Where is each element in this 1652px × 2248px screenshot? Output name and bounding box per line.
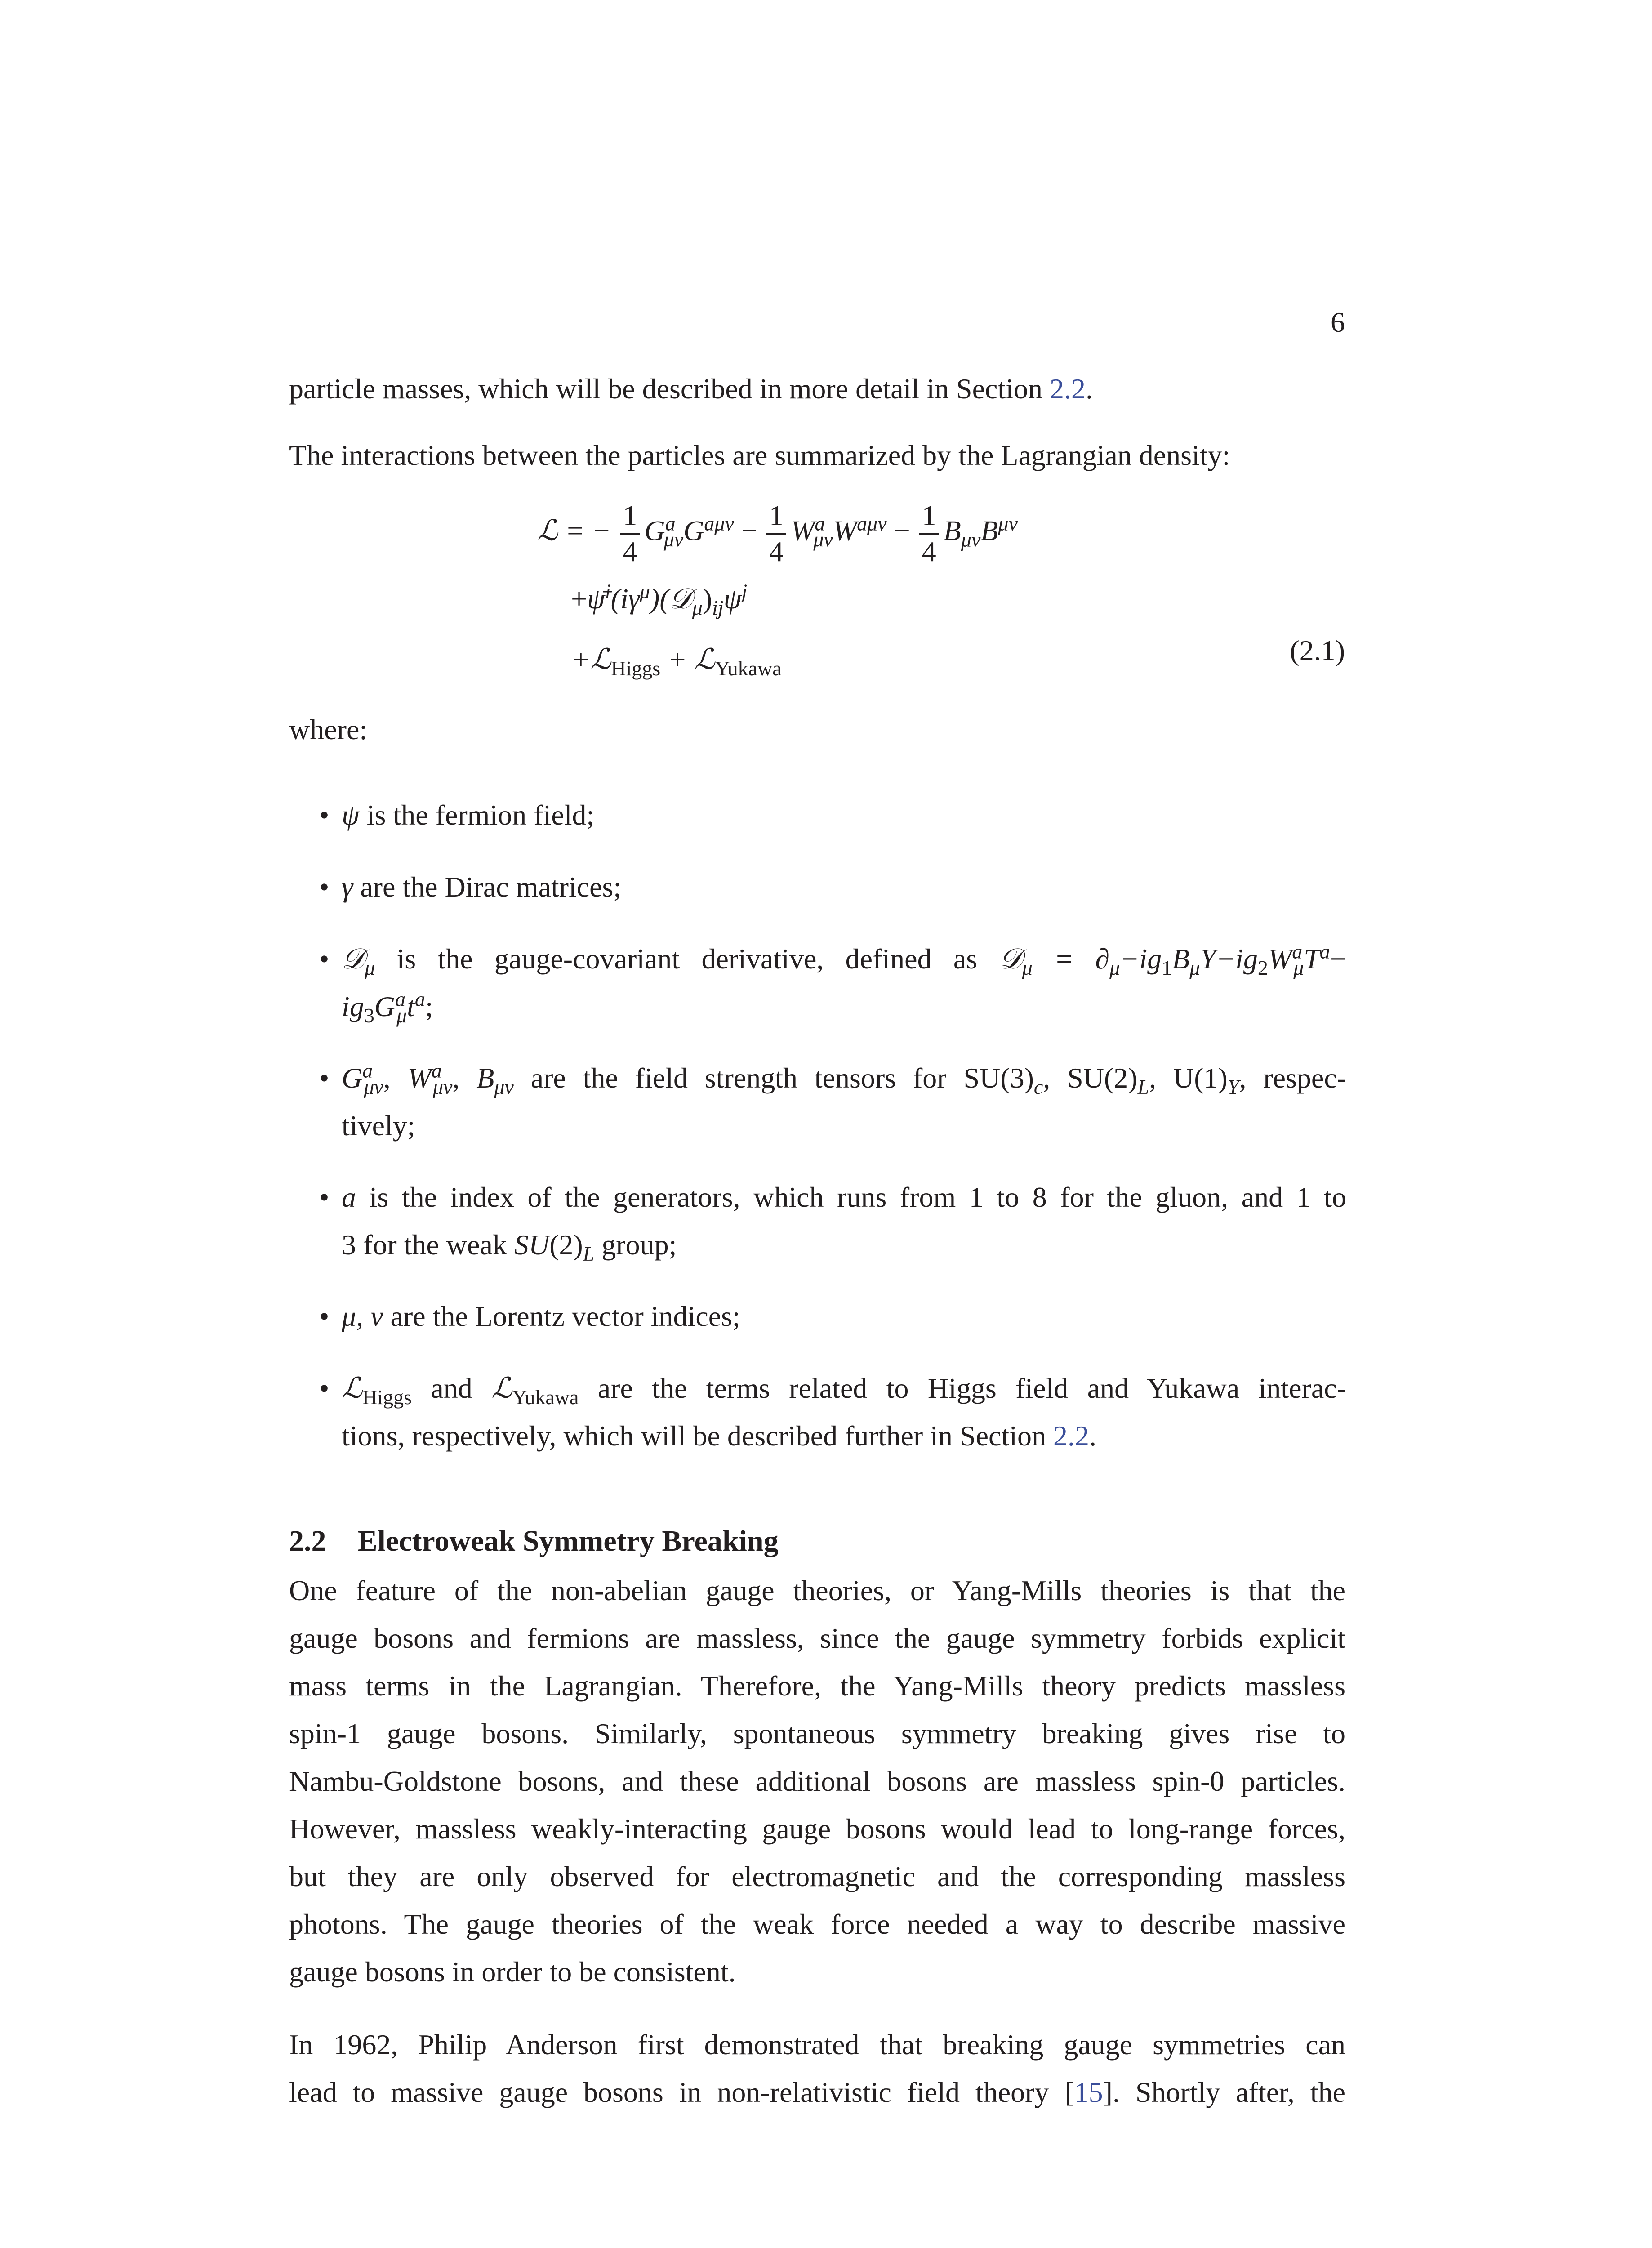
paragraph-continuation: particle masses, which will be described in more detail in Section 2.2.	[289, 373, 1093, 405]
equation-line-3: +ℒ$_{Higgs}$ + ℒ$_{Yukawa}$	[571, 643, 782, 680]
paragraph-intro: The interactions between the particles are summarized by the Lagrangian density:	[289, 439, 1230, 471]
bullet-icon: •	[319, 1372, 330, 1404]
where-label: where:	[289, 714, 368, 745]
section-link[interactable]: 2.2	[1053, 1420, 1089, 1452]
equation-line-1: ℒ = − $\frac{1}{4}$ $G^a_{\mu\nu}G^{a\mu\nu}$ − $\frac{1}{4}$ $W^a_{\mu\nu}W^{a\mu\nu}$ − $\frac{1}{4}$ $B_{\mu\nu}B^{\mu\nu}$	[537, 500, 1018, 567]
list-item	[319, 1054, 1347, 1150]
list-item	[319, 935, 1347, 1030]
list-item-line: tions, respectively, which will be described further in Section 2.2.	[342, 1420, 1096, 1452]
list-item: • ψ is the fermion field;	[342, 791, 1346, 839]
section-number: 2.2	[289, 1525, 326, 1557]
equation-line-2: $+\psī^i(i\gamma^\mu)(𝒟_\mu)_{ij}\psi^j$	[571, 580, 748, 619]
paragraph: One feature of the non-abelian gauge theories, or Yang-Mills theories is that the gauge bosons and fermions are massless, since the gauge symmetry forbids explicit mass terms in the Lagrangian. Therefore, the Yang-Mills theory predicts massless spin-1 gauge bosons. Similarly, spontaneous symmetry breaking gives rise to Nambu-Goldstone bosons, and these additional bosons are massless spin-0 particles. However, massless weakly-interacting gauge bosons would lead to long-range forces, but they are only observed for electromagnetic and the corresponding massless photons. The gauge theories of the weak force needed a way to describe massive gauge bosons in order to be consistent.	[289, 1574, 1345, 1988]
paragraph: In 1962, Philip Anderson first demonstrated that breaking gauge symmetries can lead to massive gauge bosons in non-relativistic field theory [15]. Shortly after, the	[289, 2029, 1345, 2108]
list-item	[319, 1365, 1347, 1460]
bullet-icon: •	[319, 1062, 330, 1094]
fraction: $\frac{1}{4}$	[919, 501, 939, 566]
list-item-line: ℒ$_{Higgs}$ and ℒ$_{Yukawa}$ are the terms related to Higgs field and Yukawa interac-	[342, 1372, 1347, 1409]
list-item-line: $ig_3G^a_\mu t^a$;	[342, 987, 433, 1027]
bullet-icon: •	[319, 799, 330, 831]
list-item-line: a is the index of the generators, which runs from 1 to 8 for the gluon, and 1 to	[342, 1181, 1346, 1213]
citation-link[interactable]: 15	[1074, 2076, 1103, 2108]
fraction: $\frac{1}{4}$	[620, 501, 640, 566]
bullet-icon: •	[319, 1300, 330, 1332]
list-item-line: $G^a_{\mu\nu}$, $W^a_{\mu\nu}$, $B_{\mu\nu}$ are the field strength tensors for $SU(3)_c$, $SU(2)_L$, $U(1)_Y$, respec-	[342, 1059, 1347, 1098]
list-item: • γ are the Dirac matrices;	[342, 863, 1346, 911]
fraction: $\frac{1}{4}$	[766, 501, 786, 566]
bullet-icon: •	[319, 943, 330, 975]
section-link[interactable]: 2.2	[1049, 373, 1086, 405]
list-item	[319, 1173, 1346, 1269]
equation-number: (2.1)	[1290, 634, 1345, 666]
list-item: • μ, ν are the Lorentz vector indices;	[342, 1293, 1346, 1340]
bullet-icon: •	[319, 1181, 330, 1213]
bullet-icon: •	[319, 871, 330, 903]
list-item-line: 𝒟$_\mu$ is the gauge-covariant derivative, defined as 𝒟$_\mu$ = $\partial_\mu-ig_1B_\mu Y-ig_2W^a_\mu T^a-$	[342, 940, 1347, 979]
list-item-line: 3 for the weak $SU(2)_L$ group;	[342, 1229, 677, 1265]
list-item-line: tively;	[342, 1110, 415, 1142]
section-title: Electroweak Symmetry Breaking	[357, 1525, 779, 1557]
section-heading	[289, 1524, 779, 1558]
page-number: 6	[1331, 306, 1345, 338]
